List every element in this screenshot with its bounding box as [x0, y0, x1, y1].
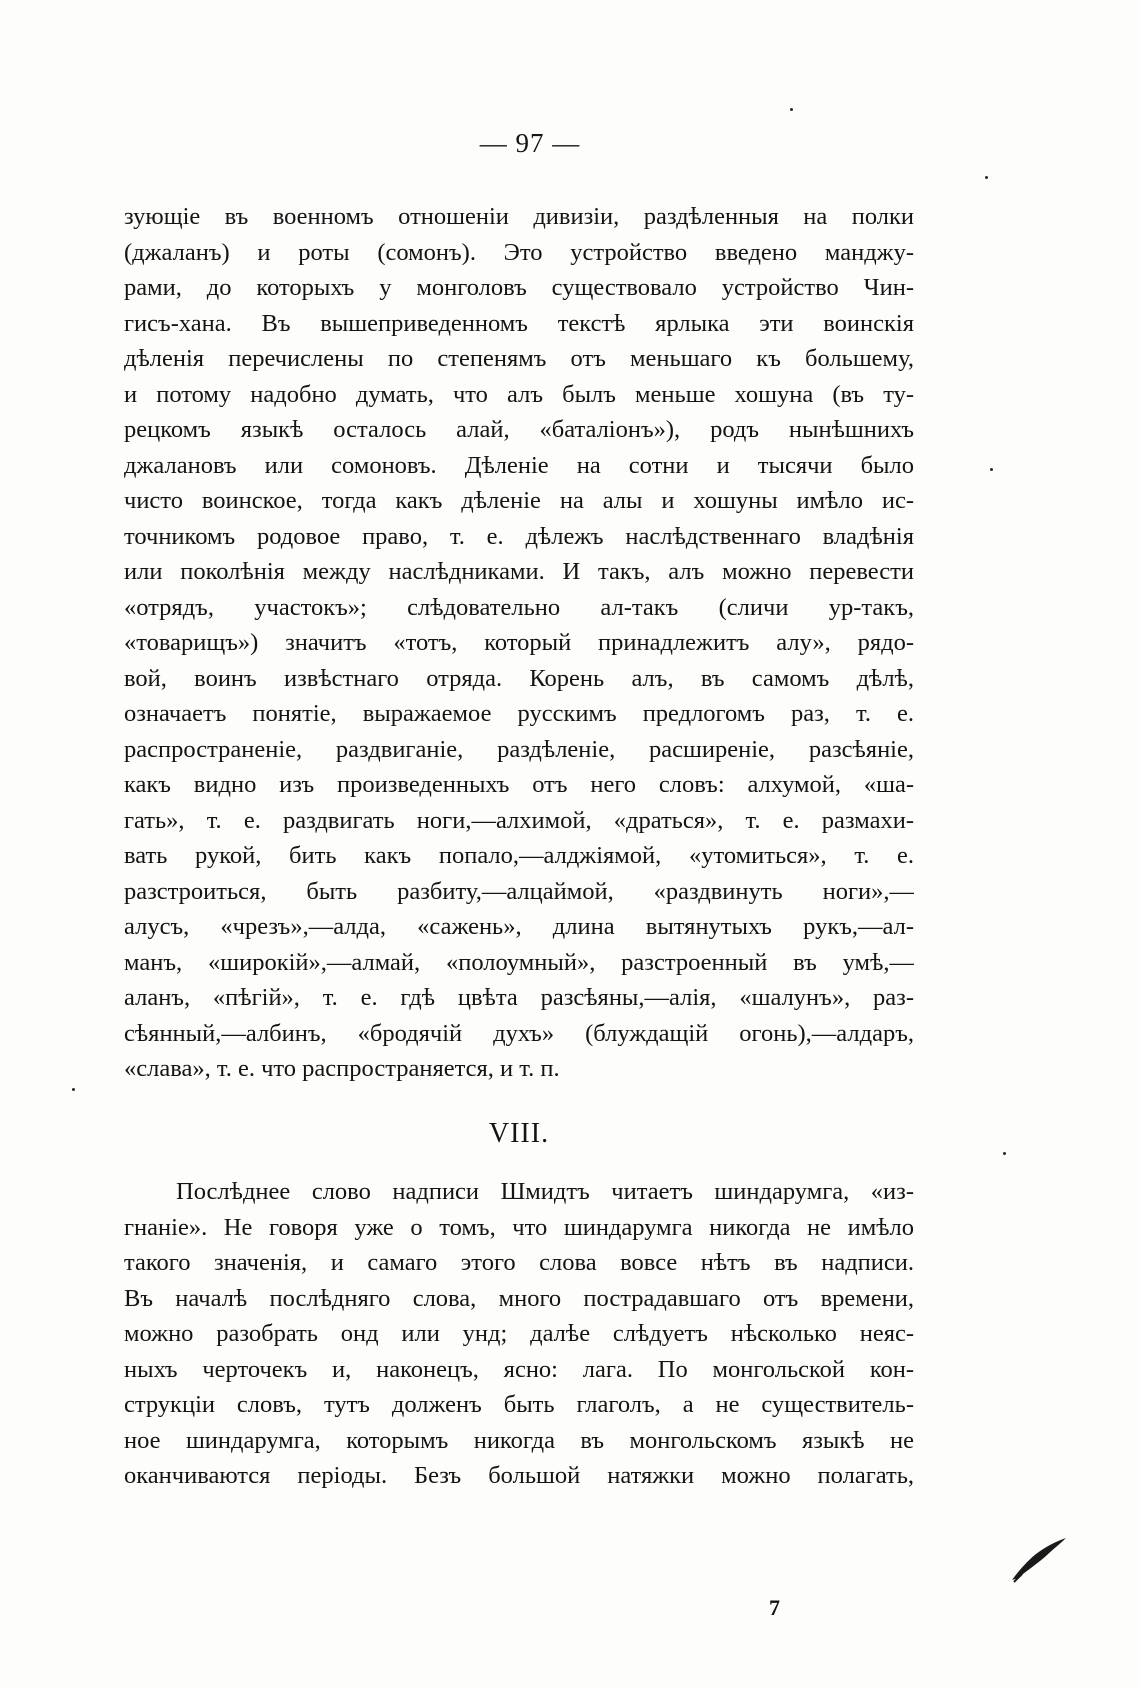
- text-line: чисто воинское, тогда какъ дѣленіе на алы и хошуны имѣло ис-: [124, 487, 914, 514]
- text-line: Послѣднее слово надписи Шмидтъ читаетъ шиндарумга, «из-: [176, 1178, 914, 1205]
- text-line: сѣянный,—албинъ, «бродячій духъ» (блуждащій огонь),—алдаръ,: [124, 1019, 914, 1047]
- text-line: вой, воинъ извѣстнаго отряда. Корень алъ, въ самомъ дѣлѣ,: [124, 664, 914, 692]
- text-line: какъ видно изъ произведенныхъ отъ него словъ: алхумой, «ша-: [124, 771, 914, 798]
- text-line: такого значенія, и самаго этого слова вовсе нѣтъ въ надписи.: [124, 1249, 914, 1276]
- text-line: оканчиваются періоды. Безъ большой натяжки можно полагать,: [124, 1462, 914, 1489]
- text-line: точникомъ родовое право, т. е. дѣлежъ наслѣдственнаго владѣнія: [124, 522, 914, 550]
- page-number: — 97 —: [479, 128, 581, 158]
- text-line: гнаніе». Не говоря уже о томъ, что шиндарумга никогда не имѣло: [124, 1213, 914, 1241]
- print-speck: [790, 108, 793, 111]
- text-line: зующіе въ военномъ отношеніи дивизіи, раздѣленныя на полки: [124, 203, 914, 230]
- text-line: аланъ, «пѣгій», т. е. гдѣ цвѣта разсѣяны,—алія, «шалунъ», раз-: [124, 984, 914, 1011]
- text-line: можно разобрать онд или унд; далѣе слѣдуетъ нѣсколько неяс-: [124, 1320, 914, 1347]
- text-line: (джаланъ) и роты (сомонъ). Это устройство введено манджу-: [124, 238, 914, 266]
- text-line: дѣленія перечислены по степенямъ отъ меньшаго къ большему,: [124, 345, 914, 372]
- signature-number: 7: [769, 1595, 780, 1620]
- text-line: «отрядъ, участокъ»; слѣдовательно ал-такъ (сличи ур-такъ,: [124, 593, 914, 621]
- ink-blot-mark: [1008, 1532, 1072, 1584]
- print-speck: [985, 176, 988, 179]
- signature-mark: [0, 1595, 1060, 1621]
- text-line: гисъ-хана. Въ вышеприведенномъ текстѣ ярлыка эти воинскія: [124, 309, 914, 337]
- text-line: джалановъ или сомоновъ. Дѣленіе на сотни и тысячи было: [124, 451, 914, 479]
- paragraph-continued: [124, 199, 914, 1087]
- print-speck: [72, 1088, 75, 1091]
- text-line: «товарищъ») значитъ «тотъ, который принадлежитъ алу», рядо-: [124, 629, 914, 656]
- section-heading: VIII.: [488, 1118, 550, 1149]
- text-line: струкціи словъ, тутъ долженъ быть глаголъ, а не существитель-: [124, 1391, 914, 1418]
- text-line: гать», т. е. раздвигать ноги,—алхимой, «драться», т. е. размахи-: [124, 806, 914, 834]
- text-line: и потому надобно думать, что алъ былъ меньше хошуна (въ ту-: [124, 380, 914, 408]
- text-line: ное шиндарумга, которымъ никогда въ монгольскомъ языкѣ не: [124, 1426, 914, 1454]
- text-line: алусъ, «чрезъ»,—алда, «сажень», длина вытянутыхъ рукъ,—ал-: [124, 913, 914, 940]
- text-line: вать рукой, бить какъ попало,—алджіямой, «утомиться», т. е.: [124, 842, 914, 869]
- text-line: рецкомъ языкѣ осталось алай, «баталіонъ»), родъ нынѣшнихъ: [124, 416, 914, 443]
- text-line: распространеніе, раздвиганіе, раздѣленіе, расширеніе, разсѣяніе,: [124, 735, 914, 763]
- text-line: разстроиться, быть разбиту,—алцаймой, «раздвинуть ноги»,—: [124, 877, 914, 905]
- text-line: Въ началѣ послѣдняго слова, много пострадавшаго отъ времени,: [124, 1284, 914, 1312]
- print-speck: [1003, 1152, 1006, 1155]
- text-line: означаетъ понятіе, выражаемое русскимъ предлогомъ раз, т. е.: [124, 700, 914, 727]
- print-speck: [990, 468, 993, 471]
- paragraph-section-viii: [124, 1174, 914, 1494]
- text-line: или поколѣнія между наслѣдниками. И такъ, алъ можно перевести: [124, 558, 914, 585]
- text-line: «слава», т. е. что распространяется, и т. п.: [124, 1055, 560, 1082]
- text-line: рами, до которыхъ у монголовъ существовало устройство Чин-: [124, 274, 914, 301]
- text-line: манъ, «широкій»,—алмай, «полоумный», разстроенный въ умѣ,—: [124, 948, 914, 976]
- text-line: ныхъ черточекъ и, наконецъ, ясно: лага. По монгольской кон-: [124, 1355, 914, 1383]
